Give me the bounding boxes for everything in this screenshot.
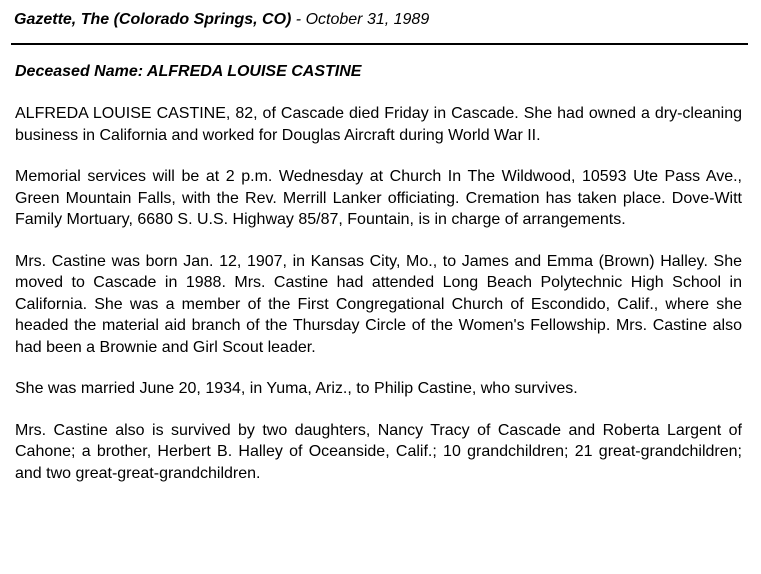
paragraph-3: Mrs. Castine was born Jan. 12, 1907, in Kansas City, Mo., to James and Emma (Brown) Halley. She moved to Cascade in 1988. Mrs. Castine had attended Long Beach Polytechnic High School in California. She was a member of the First Congregational Church of Escondido, Calif., where she headed the material aid branch of the Thursday Circle of the Women's Fellowship. Mrs. Castine also had been a Brownie and Girl Scout leader.	[15, 252, 742, 356]
publication-name: Gazette, The (Colorado Springs, CO)	[14, 11, 292, 28]
header-separator: -	[291, 11, 306, 28]
paragraph-1: ALFREDA LOUISE CASTINE, 82, of Cascade died Friday in Cascade. She had owned a dry-cleaning business in California and worked for Douglas Aircraft during World War II.	[15, 105, 742, 144]
deceased-name-line	[15, 61, 361, 83]
deceased-label: Deceased Name:	[15, 63, 147, 80]
header-divider	[11, 43, 748, 45]
paragraph-4: She was married June 20, 1934, in Yuma, Ariz., to Philip Castine, who survives.	[15, 380, 578, 397]
publication-date: October 31, 1989	[305, 11, 430, 28]
paragraph-5: Mrs. Castine also is survived by two daughters, Nancy Tracy of Cascade and Roberta Largent of Cahone; a brother, Herbert B. Halley of Oceanside, Calif.; 10 grandchildren; 21 great-grandchildren; and two great-great-grandchildren.	[15, 421, 742, 482]
document-header	[14, 9, 748, 31]
deceased-name: ALFREDA LOUISE CASTINE	[146, 63, 362, 80]
paragraph-2: Memorial services will be at 2 p.m. Wednesday at Church In The Wildwood, 10593 Ute Pass Ave., Green Mountain Falls, with the Rev. Merrill Lanker officiating. Cremation has taken place. Dove-Witt Family Mortuary, 6680 S. U.S. Highway 85/87, Fountain, is in charge of arrangements.	[15, 168, 742, 228]
obituary-body	[15, 103, 742, 504]
